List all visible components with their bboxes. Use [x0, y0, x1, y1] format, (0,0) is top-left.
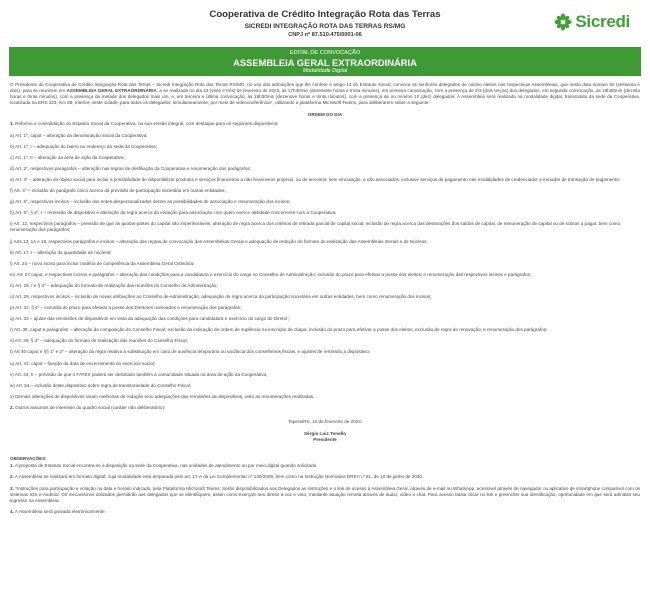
subitem: b) Art. 1º, I – adequação do bairro no endereço da sede da Cooperativa;: [10, 143, 157, 149]
order-of-day-title: ORDEM DO DIA: [307, 112, 343, 118]
cooperative-name: Cooperativa de Crédito Integração Rota das Terras: [209, 9, 441, 20]
subitem: j) Arts 13, 14 e 18, respectivos parágrafos e incisos – alteração das regras de convocação das Assembleias Gerais e adequação de redação do formato de realização das Assembleias Gerais e de Núcleos;: [10, 238, 428, 244]
signature-block: [10, 431, 640, 443]
agenda-item-2: [10, 405, 640, 411]
observation-text: A Assembleia se realizará em formato digital, cuja modalidade está amparada pelo art. 17-A da Lei Complementar nº 130/2009, bem como na Instrução Normativa DREI n.º 81, de 10 de junho de 2020.: [14, 474, 424, 480]
subitem: d) Art. 2º, respectivos parágrafos – alteração nas regras de desfiliação da Cooperativa e renumeração dos parágrafos;: [10, 165, 251, 171]
banner-title: ASSEMBLEIA GERAL EXTRAORDINÁRIA: [233, 57, 417, 68]
logo-wordmark: Sicredi: [575, 12, 630, 31]
subitem: k) Art. 17, I – alteração da quantidade de núcleos;: [10, 249, 112, 255]
place-and-date: Tapera/RS, 10 de fevereiro de 2023.: [287, 419, 363, 424]
subitem: i) Art. 12, respectivos parágrafos – previsão de que as quotas-partes do capital são impenhoráveis; alteração de regra acerca dos critérios de retirada parcial de capital social; inclusão de regra acerca das destinações dos saldos de capital, de remuneração de capital ou de sobras a pagar, bem como renumeração dos parágrafos;: [10, 221, 621, 233]
subitem: r) Art. 38, caput e parágrafos – alteração da composição do Conselho Fiscal; exclusão da indicação de ordem de suplência na inscrição de chapa; inclusão do prazo para efetivar a posse dos eleitos; exclusão de regra de renovação; e renumeração dos parágrafos;: [10, 327, 548, 333]
sicredi-logo: [554, 13, 630, 31]
agenda-item-number: 1.: [10, 121, 14, 127]
observation-text: A proposta de Estatuto Social encontra-se à disposição na sede da Cooperativa, nas unidades de atendimento ou por meio digital quando solicitado.: [14, 463, 318, 469]
banner-subtitle: Modalidade Digital: [302, 68, 348, 74]
observation-item: [10, 486, 640, 504]
subitem: v) Art. 44, II – previsão de que o FATES poderá ser destinado também à comunidade situada na área de ação da Cooperativa;: [10, 371, 268, 377]
signatory-name: Sérgio Luiz Tonello: [303, 431, 347, 437]
observation-number: 1.: [10, 463, 14, 469]
header: [6, 0, 644, 44]
intro-paragraph: [10, 82, 640, 106]
cooperative-subtitle: SICREDI INTEGRAÇÃO ROTA DAS TERRAS RS/MG: [244, 23, 406, 30]
observation-number: 2.: [10, 474, 14, 480]
agenda-item-number: 2.: [10, 404, 14, 410]
subitem: m) Art. 27 caput, e respectivos incisos e parágrafos – alteração das condições para a candidatura e exercício do cargo no Conselho de Administração; inclusão do prazo para efetivar a posse dos eleitos; e renumeração dos respectivos incisos e parágrafos;: [10, 271, 532, 277]
observation-text: A Assembleia será gravada eletronicamente.: [14, 508, 106, 514]
observation-number: 3.: [10, 485, 14, 491]
subitem: n) Art. 28, I e § 3º – adequação do formato de realização das reuniões do Conselho de Administração;: [10, 282, 218, 288]
sicredi-flower-icon: [554, 13, 572, 31]
convocation-banner: [9, 47, 641, 76]
observations-title: OBSERVAÇÕES:: [10, 456, 47, 462]
subitem: x) Demais alterações de dispositivos visam melhorias de redação e/ou adequações das remissões de dispositivos, visto as renumerações realizadas.: [10, 393, 315, 399]
subitem: p) Art. 32, § 4º – inclusão do prazo para efetivar a posse dos Diretores nomeados e renumeração dos parágrafos;: [10, 305, 242, 311]
subitem: t) Art 40 caput e §§ 1º e 2º – alteração da regra relativa à substituição em caso de ausência temporária ou vacância dos conselheiros fiscais, e ajustes de remissão a dispositivo;: [10, 349, 371, 355]
cooperative-cnpj: CNPJ nº 87.510.475/0001-06: [288, 32, 362, 38]
subitem: w) Art. 54 – inclusão deste dispositivo sobre regra de transitoriedade do Conselho Fiscal;: [10, 382, 192, 388]
observation-text: *Instruções para participação e votação na data e horário indicado, pela Plataforma Microsoft Teams: Serão disponibilizados aos Delegados as instruções e o link de acesso à Assembleia Geral, através de e-mail ou WhatsApp, acessível através de navegador ou aplicativo de smartphone compatível com os sistemas IOS e Android. Os mecanismos utilizados permitirão aos delegados que se identifiquem, assim como exerçam seu direito a voz e voto, mediante atuação remota através de áudio, vídeo e chat. Para acesso basta clicar no link e preencher sua identificação, oportunidade em que será admitido seu ingresso na Assembleia.: [10, 485, 640, 503]
subitem: e) Art. 3º – alteração do objeto social para incluir a possibilidade de disponibilizar produtos e serviços financeiros a não financeiros próprios, ou de terceiros, sem vinculação, a não associados, inclusive serviços de pagamento nas modalidades de credenciador e iniciador de transação de pagamento;: [10, 176, 620, 182]
subitem: g) Art. 5º, respectivos incisos – inclusão dos entes despersonalizados dentre as possibilidades de associação e renumeração dos incisos;: [10, 199, 291, 205]
subitem: f) Art. 4º – inclusão do parágrafo único acerca da previsão de participação societária em outras entidades;: [10, 188, 226, 194]
observation-item: [10, 463, 640, 469]
observation-number: 4.: [10, 508, 14, 514]
signatory-role: Presidente: [313, 437, 337, 443]
intro-text-start: O Presidente da Cooperativa de Crédito Integração Rota das Terras – Sicredi Integração Rota das Terras RS/MG, no uso das atribuições que lhe confere o artigo 14 do Estatuto Social, convoca os senhores delegados de núcleo eleitos nas respectivas Assembleias, que nesta data somam 62 (sessenta e dois), para se reunirem em: [10, 82, 640, 94]
subitem: o) Art. 29, respectivos incisos – inclusão de novas atribuições ao Conselho de Administração, adequação de regra acerca da participação societária em outras entidades, bem como renumeração dos incisos;: [10, 293, 432, 299]
document-body: [10, 82, 640, 515]
agenda-item-text: Reforma e consolidação do Estatuto Social da Cooperativa, na sua versão integral, com destaque para os seguintes dispositivos:: [15, 121, 279, 127]
subitem: c) Art. 1º, II – alteração da área de ação da Cooperativa;: [10, 154, 125, 160]
subitem: q) Art. 33 – ajuste das remissões de dispositivos em vista da adequação das condições para candidatura e exercício do cargo de Diretor;: [10, 316, 289, 322]
banner-label: EDITAL DE CONVOCAÇÃO: [289, 50, 361, 56]
subitem: u) Art. 42, caput – fixação da data de encerramento do exercício social;: [10, 360, 156, 366]
agenda-item-text: Outros assuntos de interesse do quadro social (caráter não deliberatório).: [15, 404, 166, 410]
agenda-item-1: [10, 121, 640, 127]
observation-item: [10, 474, 640, 480]
subitem: s) Art. 39, § 4º – adequação do formato de realização das reuniões do Conselho Fiscal;: [10, 338, 188, 344]
subitem: a) Art. 1º, caput – alteração da denominação social da Cooperativa;: [10, 132, 148, 138]
header-title-block: [6, 9, 644, 39]
intro-text-end: , a se realizada no dia 23 (vinte e três) de fevereiro de 2023, às 17h30min (dezessete horas e trinta minutos), em primeira convocação, com a presença de 2/3 (dois terços) dos delegados, em segunda convocação, às 18h30min (dezoito horas e trinta minutos), com a presença da metade dos delegados mais um, e, em terceira e última convocação, às 19h30min (dezenove horas e trinta minutos), com a presença de no mínimo 10 (dez) delegados. A Assembleia será realizada na modalidade digital, transmitida da sede da Cooperativa, localizada na ERS 223, Km 28, Interior, neste cidade, para todos os delegados; simultaneamente, por meio de videoconferência*, utilizando a plataforma Microsoft Teams, para deliberarem sobre a seguinte:: [10, 88, 641, 106]
subitem: l) Art. 24 – novo inciso para incluir matéria de competência da Assembleia Geral Ordinária;: [10, 260, 195, 266]
intro-bold-text: ASSEMBLEIA GERAL EXTRAORDINÁRIA: [66, 88, 157, 94]
subitem: h) Art. 5º, § 3º, I – remissão de dispositivo e alteração da regra acerca da vedação para associação com quem exerce atividade concorrente com a Cooperativa;: [10, 210, 337, 216]
observation-item: [10, 509, 640, 515]
